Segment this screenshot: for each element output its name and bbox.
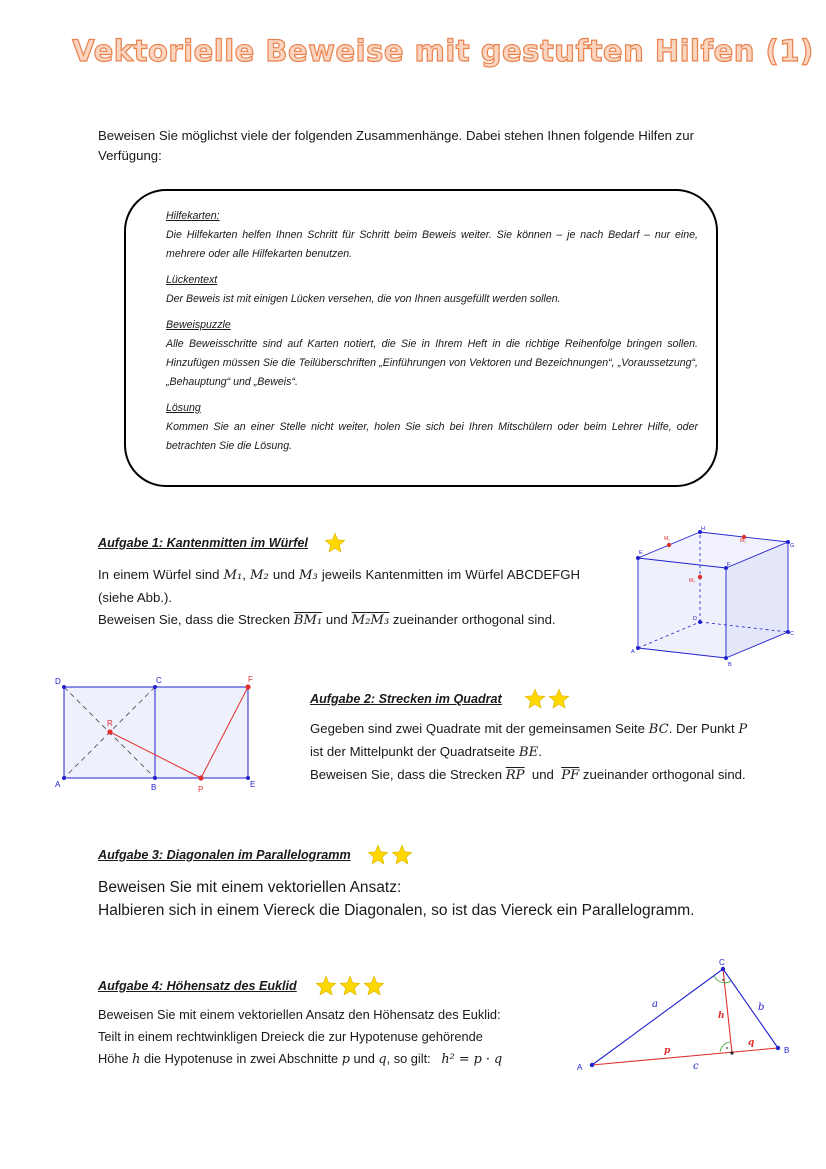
squares-figure — [50, 672, 270, 796]
triangle-label-b-side: b — [758, 1002, 765, 1013]
cube-label-m2: M₂ — [740, 538, 747, 544]
task4-h: h — [132, 1052, 141, 1067]
task4-line2: Teilt in einem rechtwinkligen Dreieck die zur Hypotenuse gehörende — [98, 1029, 483, 1044]
task4-heading: Aufgabe 4: Höhensatz des Euklid — [98, 979, 297, 994]
intro-text: Beweisen Sie möglichst viele der folgenden Zusammenhänge. Dabei stehen Ihnen folgende Hilfen zur Verfügung: — [98, 128, 695, 163]
help-solution-heading: Lösung — [166, 402, 201, 414]
task1-text-part: , — [242, 567, 251, 582]
page-title: Vektorielle Beweise mit gestuften Hilfen (1) — [72, 34, 814, 68]
task1-text-part: und — [268, 567, 299, 582]
task1-m1: M₁ — [223, 568, 243, 583]
task2-heading-row — [310, 688, 570, 710]
task1-heading-row — [98, 532, 346, 554]
triangle-label-c-side: c — [693, 1061, 699, 1072]
square-label-a: A — [55, 780, 61, 789]
star-icon — [391, 844, 413, 866]
help-gap-heading: Lückentext — [166, 274, 218, 286]
task1-segment-m2m3: M₂M₃ — [351, 613, 390, 628]
square-label-d: D — [55, 677, 61, 686]
star-icon — [367, 844, 389, 866]
task4-formula: h² = p · q — [441, 1052, 503, 1067]
task4-text — [98, 1004, 568, 1071]
task4-text-part: und — [349, 1051, 379, 1066]
star-icon — [339, 975, 361, 997]
task1-text-part: jeweils Kantenmitten im Würfel ABCDEFGH (siehe Abb.). — [98, 567, 580, 605]
star-icon — [324, 532, 346, 554]
cube-label-b: B — [728, 662, 732, 668]
task1-text-part: und — [322, 612, 352, 627]
star-icon — [315, 975, 337, 997]
task4-p: p — [341, 1052, 350, 1067]
star-icon — [524, 688, 546, 710]
task4-line3 — [98, 1048, 568, 1071]
task1-text-part: zueinander orthogonal sind. — [389, 612, 556, 627]
triangle-label-p: p — [664, 1046, 671, 1056]
task2-heading: Aufgabe 2: Strecken im Quadrat — [310, 692, 502, 707]
help-box — [124, 189, 718, 487]
square-label-e: E — [250, 780, 256, 789]
task2-p: P — [738, 722, 748, 737]
task3-line2: Halbieren sich in einem Viereck die Diagonalen, so ist das Viereck ein Parallelogramm. — [98, 902, 695, 919]
square-label-f: F — [248, 675, 253, 684]
task2-text-part: . — [538, 744, 542, 759]
task1-text-part: In einem Würfel sind — [98, 567, 224, 582]
task1-text-part: Beweisen Sie, dass die Strecken — [98, 612, 294, 627]
help-cards-text: Die Hilfekarten helfen Ihnen Schritt für Schritt beim Beweis weiter. Sie können – je nach Bedarf – nur eine, mehrere oder alle Hilfekarten benutzen. — [166, 229, 698, 260]
triangle-label-b-point: B — [784, 1046, 790, 1055]
task1-segment-bm1: BM₁ — [293, 613, 323, 628]
star-icon — [548, 688, 570, 710]
task2-segment-pf: $\overline{PF}$ — [561, 768, 580, 783]
triangle-label-h: h — [718, 1011, 725, 1021]
task1-heading: Aufgabe 1: Kantenmitten im Würfel — [98, 536, 308, 551]
task4-stars — [315, 975, 385, 997]
help-puzzle-text: Alle Beweisschritte sind auf Karten notiert, die Sie in Ihrem Heft in die richtige Reihenfolge bringen sollen. Hinzufügen müssen Sie die Teilüberschriften „Einführungen von Vektoren und Bezeichnungen“, „Voraussetzung“, „Behauptung“ und „Beweis“. — [166, 338, 698, 388]
triangle-figure — [572, 955, 802, 1080]
task4-text-part: Höhe — [98, 1051, 133, 1066]
task3-stars — [367, 844, 413, 866]
task2-text-part: . Der Punkt — [668, 721, 739, 736]
task2-text-part: zueinander orthogonal sind. — [579, 767, 746, 782]
task2-stars — [524, 688, 570, 710]
task1-stars — [324, 532, 346, 554]
task2-segment-rp: $\overline{RP}$ — [505, 768, 525, 783]
task3-line1: Beweisen Sie mit einem vektoriellen Ansatz: — [98, 879, 402, 896]
cube-label-m3: M₃ — [689, 578, 696, 584]
cube-label-h: H — [701, 526, 705, 532]
task2-text-part: Gegeben sind zwei Quadrate mit der gemeinsamen Seite — [310, 721, 649, 736]
help-solution-text: Kommen Sie an einer Stelle nicht weiter, holen Sie sich bei Ihren Mitschülern oder beim Lehrer Hilfe, oder betrachten Sie die Lösung. — [166, 421, 698, 452]
task2-be: BE — [518, 745, 539, 760]
task1-m2: M₂ — [250, 568, 269, 583]
task2-text-part: Beweisen Sie, dass die Strecken — [310, 767, 506, 782]
cube-label-d: D — [693, 616, 697, 622]
task2-bc: BC — [648, 722, 669, 737]
triangle-label-c-point: C — [719, 958, 725, 967]
cube-figure — [622, 522, 802, 672]
triangle-label-q: q — [748, 1038, 755, 1048]
task4-line1: Beweisen Sie mit einem vektoriellen Ansatz den Höhensatz des Euklid: — [98, 1007, 501, 1022]
star-icon — [363, 975, 385, 997]
cube-label-g: G — [790, 543, 795, 549]
task3-heading-row — [98, 844, 413, 866]
triangle-label-a-point: A — [577, 1063, 583, 1072]
help-puzzle-heading: Beweispuzzle — [166, 319, 231, 331]
task3-heading: Aufgabe 3: Diagonalen im Parallelogramm — [98, 848, 351, 863]
cube-label-m1: M₁ — [664, 536, 670, 542]
cube-label-a: A — [631, 649, 635, 655]
task2-text-part: ist der Mittelpunkt der Quadratseite — [310, 744, 519, 759]
help-gap-text: Der Beweis ist mit einigen Lücken versehen, die von Ihnen ausgefüllt werden sollen. — [166, 293, 561, 305]
task4-text-part: die Hypotenuse in zwei Abschnitte — [140, 1051, 342, 1066]
task4-q: q — [378, 1052, 387, 1067]
task2-text — [310, 718, 780, 787]
square-label-c: C — [156, 676, 162, 685]
cube-label-f: F — [727, 562, 731, 568]
cube-label-c: C — [790, 631, 794, 637]
task1-m3: M₃ — [299, 568, 318, 583]
task4-text-part: , so gilt: — [386, 1051, 442, 1066]
task1-text — [98, 564, 580, 632]
help-cards-heading: Hilfekarten: — [166, 210, 220, 222]
square-label-r: R — [107, 719, 113, 728]
square-label-p: P — [198, 785, 204, 794]
cube-label-e: E — [639, 550, 643, 556]
task3-text — [98, 876, 778, 922]
task4-heading-row — [98, 975, 385, 997]
task2-text-part: und — [524, 767, 562, 782]
square-label-b: B — [151, 783, 157, 792]
triangle-label-a-side: a — [652, 999, 658, 1010]
